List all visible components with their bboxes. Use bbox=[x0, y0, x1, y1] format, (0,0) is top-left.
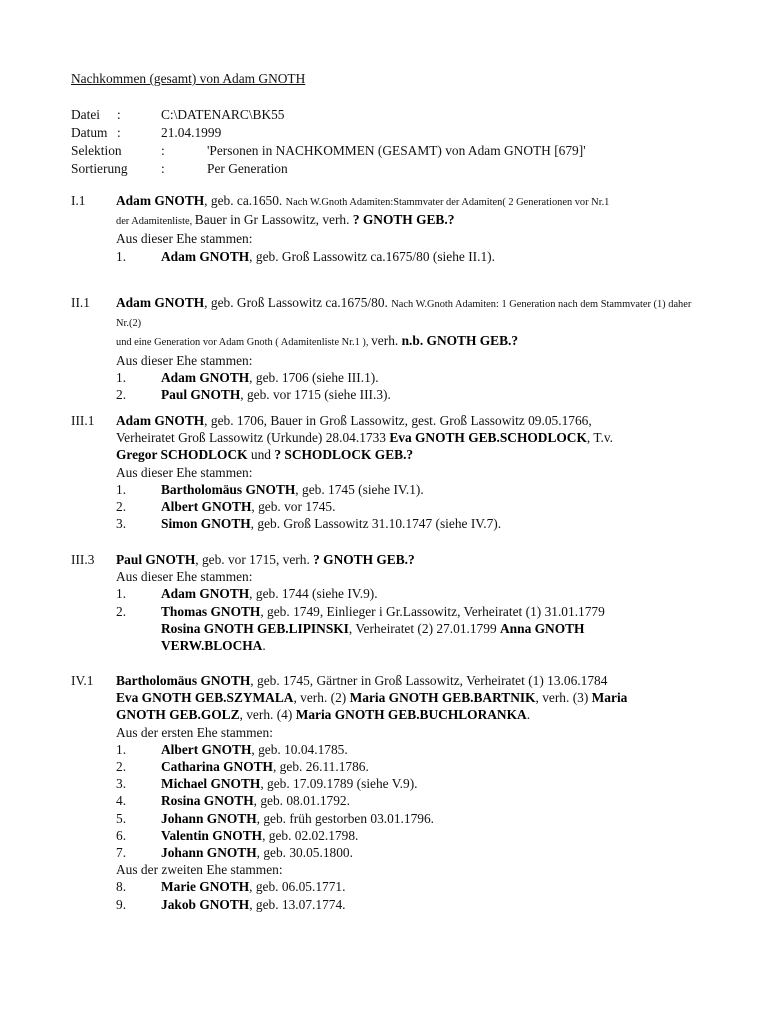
child-text bbox=[161, 827, 701, 844]
person-name: Johann GNOTH bbox=[161, 845, 257, 861]
child-text bbox=[161, 248, 701, 265]
child-index: 1. bbox=[116, 741, 127, 757]
entry-text: Aus dieser Ehe stammen: bbox=[116, 352, 253, 368]
entry-text: . bbox=[526, 707, 531, 723]
child-item bbox=[116, 498, 701, 515]
child-text bbox=[161, 896, 701, 913]
entry-text: , Verheiratet (2) 27.01.1799 bbox=[348, 620, 500, 636]
entry-number: II.1 bbox=[71, 295, 90, 310]
meta-value: 21.04.1999 bbox=[161, 125, 222, 140]
child-text bbox=[161, 515, 701, 532]
entry-text: , geb. vor 1715, verh. bbox=[195, 552, 314, 567]
entry-text: , geb. vor 1745. bbox=[251, 499, 336, 515]
entry-text: , geb. ca.1650. bbox=[204, 193, 286, 208]
entry-text: und bbox=[247, 447, 275, 463]
child-text bbox=[161, 369, 701, 386]
child-line bbox=[161, 810, 701, 827]
child-line bbox=[161, 498, 701, 515]
meta-separator: : bbox=[161, 161, 165, 176]
entry-text: Aus der zweiten Ehe stammen: bbox=[116, 862, 283, 878]
child-index: 1. bbox=[116, 586, 127, 602]
person-name: Marie GNOTH bbox=[161, 879, 250, 895]
person-name: Thomas GNOTH bbox=[161, 603, 261, 619]
entry-body bbox=[116, 672, 701, 913]
person-name: Rosina GNOTH GEB.LIPINSKI bbox=[161, 620, 349, 636]
child-line bbox=[161, 637, 701, 654]
person-name: Adam GNOTH bbox=[161, 248, 250, 264]
entry-text: , geb. 1745 (siehe IV.1). bbox=[295, 481, 424, 497]
child-item bbox=[116, 515, 701, 532]
child-index: 2. bbox=[116, 387, 127, 403]
person-name: Eva GNOTH GEB.SZYMALA bbox=[116, 690, 294, 706]
entry-text: , verh. (3) bbox=[535, 690, 592, 706]
person-name: Johann GNOTH bbox=[161, 810, 257, 826]
meta-value: 'Personen in NACHKOMMEN (GESAMT) von Adam GNOTH [679]' bbox=[207, 143, 586, 158]
child-item bbox=[116, 775, 701, 792]
child-text bbox=[161, 758, 701, 775]
child-text bbox=[161, 741, 701, 758]
child-item bbox=[116, 481, 701, 498]
child-line bbox=[161, 878, 701, 895]
person-name: Albert GNOTH bbox=[161, 499, 252, 515]
person-name: Simon GNOTH bbox=[161, 516, 251, 532]
child-index: 5. bbox=[116, 810, 127, 826]
entry-line bbox=[116, 192, 701, 211]
person-name: Adam GNOTH bbox=[161, 369, 250, 385]
entry-line bbox=[116, 332, 701, 351]
entry-line bbox=[116, 294, 701, 332]
meta-value: C:\DATENARC\BK55 bbox=[161, 107, 285, 122]
page-title: Nachkommen (gesamt) von Adam GNOTH bbox=[71, 71, 306, 86]
person-name: Adam GNOTH bbox=[116, 193, 205, 208]
child-item bbox=[116, 827, 701, 844]
child-line bbox=[161, 844, 701, 861]
child-index: 1. bbox=[116, 481, 127, 497]
entry-text: , geb. Groß Lassowitz 31.10.1747 (siehe IV.7). bbox=[250, 516, 502, 532]
person-name: Maria GNOTH GEB.BUCHLORANKA bbox=[295, 707, 527, 723]
child-text bbox=[161, 775, 701, 792]
child-line bbox=[161, 481, 701, 498]
meta-separator: : bbox=[161, 143, 165, 158]
child-line bbox=[161, 896, 701, 913]
entry-text: Aus dieser Ehe stammen: bbox=[116, 231, 253, 247]
child-line bbox=[161, 386, 701, 403]
child-item bbox=[116, 603, 701, 655]
child-item bbox=[116, 741, 701, 758]
entry-text: , geb. 1744 (siehe IV.9). bbox=[249, 586, 378, 602]
person-name: n.b. GNOTH GEB.? bbox=[401, 333, 519, 349]
child-line bbox=[161, 792, 701, 809]
meta-label: Datei bbox=[71, 107, 100, 122]
person-name: Catharina GNOTH bbox=[161, 759, 273, 775]
meta-separator: : bbox=[117, 107, 121, 122]
person-name: ? GNOTH GEB.? bbox=[352, 212, 455, 228]
child-index: 3. bbox=[116, 516, 127, 532]
entry-text: , T.v. bbox=[586, 430, 614, 446]
person-name: VERW.BLOCHA bbox=[161, 638, 263, 654]
entry-body bbox=[116, 294, 701, 403]
child-item bbox=[116, 844, 701, 861]
meta-separator: : bbox=[117, 125, 121, 140]
person-name: Adam GNOTH bbox=[116, 413, 205, 428]
entry-line bbox=[116, 429, 701, 446]
person-name: Bartholomäus GNOTH bbox=[116, 673, 251, 688]
person-name: GNOTH GEB.GOLZ bbox=[116, 707, 240, 723]
entry-I-1 bbox=[71, 192, 701, 265]
entry-text: Nach W.Gnoth Adamiten: 1 Generation nach dem Stammvater (1) daher Nr.(2) bbox=[116, 299, 692, 330]
child-text bbox=[161, 481, 701, 498]
child-text bbox=[161, 810, 701, 827]
child-line bbox=[161, 775, 701, 792]
child-item bbox=[116, 369, 701, 386]
child-text bbox=[161, 792, 701, 809]
person-name: Valentin GNOTH bbox=[161, 827, 263, 843]
entry-text: , geb. früh gestorben 03.01.1796. bbox=[256, 810, 435, 826]
entry-text: , geb. 26.11.1786. bbox=[272, 759, 369, 775]
entry-number: I.1 bbox=[71, 193, 86, 208]
entry-body bbox=[116, 551, 701, 654]
entry-text: verh. bbox=[371, 333, 402, 349]
meta-label: Selektion bbox=[71, 143, 122, 158]
entry-text: , geb. 10.04.1785. bbox=[251, 741, 348, 757]
entry-text: , geb. 1745, Gärtner in Groß Lassowitz, Verheiratet (1) 13.06.1784 bbox=[250, 673, 608, 688]
entry-text: , geb. vor 1715 (siehe III.3). bbox=[240, 387, 391, 403]
child-index: 4. bbox=[116, 793, 127, 809]
child-line bbox=[161, 603, 701, 620]
person-name: Adam GNOTH bbox=[161, 586, 250, 602]
child-line bbox=[161, 741, 701, 758]
person-name: ? GNOTH GEB.? bbox=[313, 552, 415, 567]
person-name: Albert GNOTH bbox=[161, 741, 252, 757]
person-name: Maria GNOTH GEB.BARTNIK bbox=[349, 690, 536, 706]
child-index: 9. bbox=[116, 896, 127, 912]
entry-number: IV.1 bbox=[71, 673, 94, 688]
entry-line bbox=[116, 464, 701, 481]
entry-line bbox=[116, 446, 701, 463]
child-text bbox=[161, 585, 701, 602]
person-name: Bartholomäus GNOTH bbox=[161, 481, 296, 497]
child-item bbox=[116, 248, 701, 265]
entry-line bbox=[116, 230, 701, 247]
child-line bbox=[161, 827, 701, 844]
person-name: Gregor SCHODLOCK bbox=[116, 447, 248, 463]
entry-text: , geb. Groß Lassowitz ca.1675/80 (siehe II.1). bbox=[249, 248, 495, 264]
person-name: Michael GNOTH bbox=[161, 776, 261, 792]
entry-text: , geb. 30.05.1800. bbox=[256, 845, 353, 861]
child-item bbox=[116, 758, 701, 775]
entry-text: . bbox=[262, 638, 266, 654]
child-item bbox=[116, 585, 701, 602]
entry-II-1 bbox=[71, 294, 701, 403]
entry-text: Aus dieser Ehe stammen: bbox=[116, 464, 253, 480]
entry-IV-1 bbox=[71, 672, 701, 913]
entry-text: Aus dieser Ehe stammen: bbox=[116, 569, 253, 585]
child-text bbox=[161, 603, 701, 655]
entry-line bbox=[116, 568, 701, 585]
entry-line bbox=[116, 724, 701, 741]
child-item bbox=[116, 896, 701, 913]
child-text bbox=[161, 498, 701, 515]
entry-line bbox=[116, 861, 701, 878]
child-index: 1. bbox=[116, 369, 127, 385]
entry-text: , geb. Groß Lassowitz ca.1675/80. bbox=[204, 295, 392, 310]
person-name: Paul GNOTH bbox=[161, 387, 241, 403]
entry-line bbox=[116, 352, 701, 369]
person-name: Jakob GNOTH bbox=[161, 896, 250, 912]
entry-text: , geb. 02.02.1798. bbox=[262, 827, 359, 843]
entry-text: Verheiratet Groß Lassowitz (Urkunde) 28.04.1733 bbox=[116, 430, 390, 446]
entry-body bbox=[116, 412, 701, 532]
entry-text: Aus der ersten Ehe stammen: bbox=[116, 724, 273, 740]
entry-text: , geb. 13.07.1774. bbox=[249, 896, 346, 912]
child-index: 7. bbox=[116, 845, 127, 861]
entry-text: , geb. 08.01.1792. bbox=[253, 793, 350, 809]
child-item bbox=[116, 878, 701, 895]
meta-label: Sortierung bbox=[71, 161, 128, 176]
person-name: ? SCHODLOCK GEB.? bbox=[274, 447, 414, 463]
entry-text: , geb. 1706 (siehe III.1). bbox=[249, 369, 379, 385]
entry-text: , geb. 06.05.1771. bbox=[249, 879, 346, 895]
child-item bbox=[116, 792, 701, 809]
child-item bbox=[116, 810, 701, 827]
entry-text: und eine Generation vor Adam Gnoth ( Adamitenliste Nr.1 ), bbox=[116, 337, 372, 349]
child-line bbox=[161, 248, 701, 265]
entry-III-3 bbox=[71, 551, 701, 654]
entry-text: , verh. (4) bbox=[239, 707, 296, 723]
entry-text: Bauer in Gr Lassowitz, verh. bbox=[194, 212, 353, 228]
child-index: 2. bbox=[116, 499, 127, 515]
entry-text: , geb. 17.09.1789 (siehe V.9). bbox=[260, 776, 418, 792]
child-item bbox=[116, 386, 701, 403]
entry-line bbox=[116, 211, 701, 230]
entry-III-1 bbox=[71, 412, 701, 532]
child-line bbox=[161, 369, 701, 386]
entry-line bbox=[116, 689, 701, 706]
person-name: Maria bbox=[591, 690, 628, 706]
person-name: Anna GNOTH bbox=[500, 620, 585, 636]
entry-line bbox=[116, 412, 701, 429]
child-line bbox=[161, 515, 701, 532]
child-index: 6. bbox=[116, 827, 127, 843]
entry-text: Nach W.Gnoth Adamiten:Stammvater der Adamiten( 2 Generationen vor Nr.1 bbox=[285, 197, 610, 208]
entry-line bbox=[116, 706, 701, 723]
child-line bbox=[161, 585, 701, 602]
child-text bbox=[161, 386, 701, 403]
child-index: 2. bbox=[116, 603, 127, 619]
child-index: 8. bbox=[116, 879, 127, 895]
child-line bbox=[161, 620, 701, 637]
child-text bbox=[161, 878, 701, 895]
child-index: 3. bbox=[116, 776, 127, 792]
person-name: Eva GNOTH GEB.SCHODLOCK bbox=[389, 430, 587, 446]
child-text bbox=[161, 844, 701, 861]
entry-text: , verh. (2) bbox=[293, 690, 350, 706]
person-name: Adam GNOTH bbox=[116, 295, 205, 310]
entry-text: , geb. 1706, Bauer in Groß Lassowitz, gest. Groß Lassowitz 09.05.1766, bbox=[204, 413, 592, 428]
entry-line bbox=[116, 551, 701, 568]
person-name: Paul GNOTH bbox=[116, 552, 196, 567]
child-line bbox=[161, 758, 701, 775]
person-name: Rosina GNOTH bbox=[161, 793, 254, 809]
entry-text: der Adamitenliste, bbox=[116, 216, 195, 228]
child-index: 2. bbox=[116, 759, 127, 775]
child-index: 1. bbox=[116, 248, 127, 264]
meta-label: Datum bbox=[71, 125, 108, 140]
entry-number: III.3 bbox=[71, 552, 95, 567]
entry-number: III.1 bbox=[71, 413, 95, 428]
entry-line bbox=[116, 672, 701, 689]
entry-text: , geb. 1749, Einlieger i Gr.Lassowitz, Verheiratet (1) 31.01.1779 bbox=[260, 603, 605, 619]
meta-value: Per Generation bbox=[207, 161, 288, 176]
entry-body bbox=[116, 192, 701, 265]
